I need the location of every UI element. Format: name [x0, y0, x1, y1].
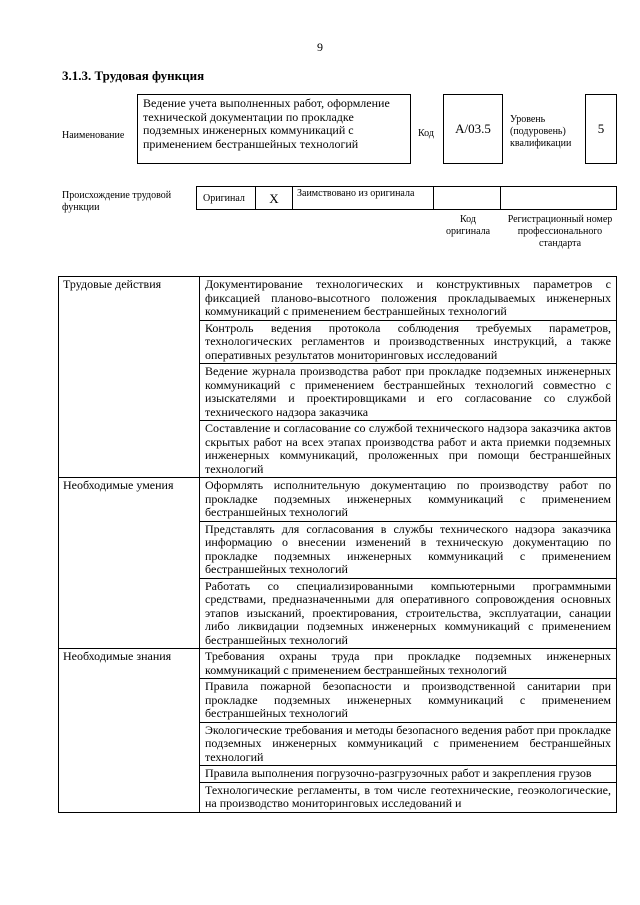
origin-row [196, 186, 617, 210]
page-number: 9 [317, 40, 323, 54]
section-item: Требования охраны труда при прокладке подземных инженерных коммуникаций с применением бестраншейных технологий [200, 649, 617, 679]
section-item: Контроль ведения протокола соблюдения требуемых параметров, технологических регламентов и производственных инструкций, а также оперативных результатов мониторинговых исследований [200, 320, 617, 364]
section-item: Ведение журнала производства работ при прокладке подземных инженерных коммуникаций с применением бестраншейных технологий совместно с изыскателями и проектировщиками и его согласование со службой технического надзора заказчика [200, 364, 617, 421]
original-code-cell [434, 187, 501, 209]
table-row [59, 478, 617, 522]
table-row [59, 277, 617, 321]
section-label: Необходимые умения [59, 478, 200, 649]
section-item: Работать со специализированными компьютерными программными средствами, предназначенными для оперативного сопровождения основных этапов изысканий, проектирования, строительства, эксплуатации, санации либо ликвидации подземных инженерных коммуникаций с применением бестраншейных технологий [200, 578, 617, 649]
original-mark: X [256, 187, 293, 209]
section-label: Необходимые знания [59, 649, 200, 813]
section-item: Правила выполнения погрузочно-разгрузочных работ и закрепления грузов [200, 766, 617, 783]
reg-number-cell [501, 187, 616, 209]
original-label: Оригинал [197, 187, 256, 209]
section-item: Представлять для согласования в службы технического надзора заказчика информацию о внесении изменений в техническую документацию по прокладке подземных инженерных коммуникаций с применением бестраншейных технологий [200, 521, 617, 578]
reg-caption: Регистрационный номер профессионального стандарта [507, 214, 613, 249]
function-name: Ведение учета выполненных работ, оформление технической документации по прокладке подземных инженерных коммуникаций с применением бестраншейных технологий [137, 94, 411, 164]
section-title: 3.1.3. Трудовая функция [62, 68, 205, 83]
table-row [59, 649, 617, 679]
section-label: Трудовые действия [59, 277, 200, 478]
function-table [58, 276, 617, 813]
name-label: Наименование [62, 130, 125, 141]
section-item: Правила пожарной безопасности и производственной санитарии при прокладке подземных инженерных коммуникаций с применением бестраншейных технологий [200, 679, 617, 723]
qualification-level: 5 [585, 94, 617, 164]
section-item: Составление и согласование со службой технического надзора заказчика актов скрытых работ на всех этапах производства работ и акта приемки подземных инженерных коммуникаций, проложенных при помощи бестраншейных технологий [200, 421, 617, 478]
section-item: Документирование технологических и конструктивных параметров с фиксацией планово-высотного положения прокладываемых инженерных коммуникаций с применением бестраншейных технологий [200, 277, 617, 321]
code-caption: Код оригинала [445, 214, 491, 237]
origin-label: Происхождение трудовой функции [62, 190, 172, 213]
borrowed-label: Заимствовано из оригинала [293, 187, 434, 209]
function-code: А/03.5 [443, 94, 503, 164]
section-item: Экологические требования и методы безопасного ведения работ при прокладке подземных инженерных коммуникаций с применением бестраншейных технологий [200, 722, 617, 766]
section-item: Оформлять исполнительную документацию по производству работ по прокладке подземных инженерных коммуникаций с применением бестраншейных технологий [200, 478, 617, 522]
section-item: Технологические регламенты, в том числе геотехнические, геоэкологические, на производство мониторинговых исследований и [200, 782, 617, 812]
level-label: Уровень (подуровень) квалификации [510, 114, 572, 149]
code-label: Код [418, 128, 434, 139]
